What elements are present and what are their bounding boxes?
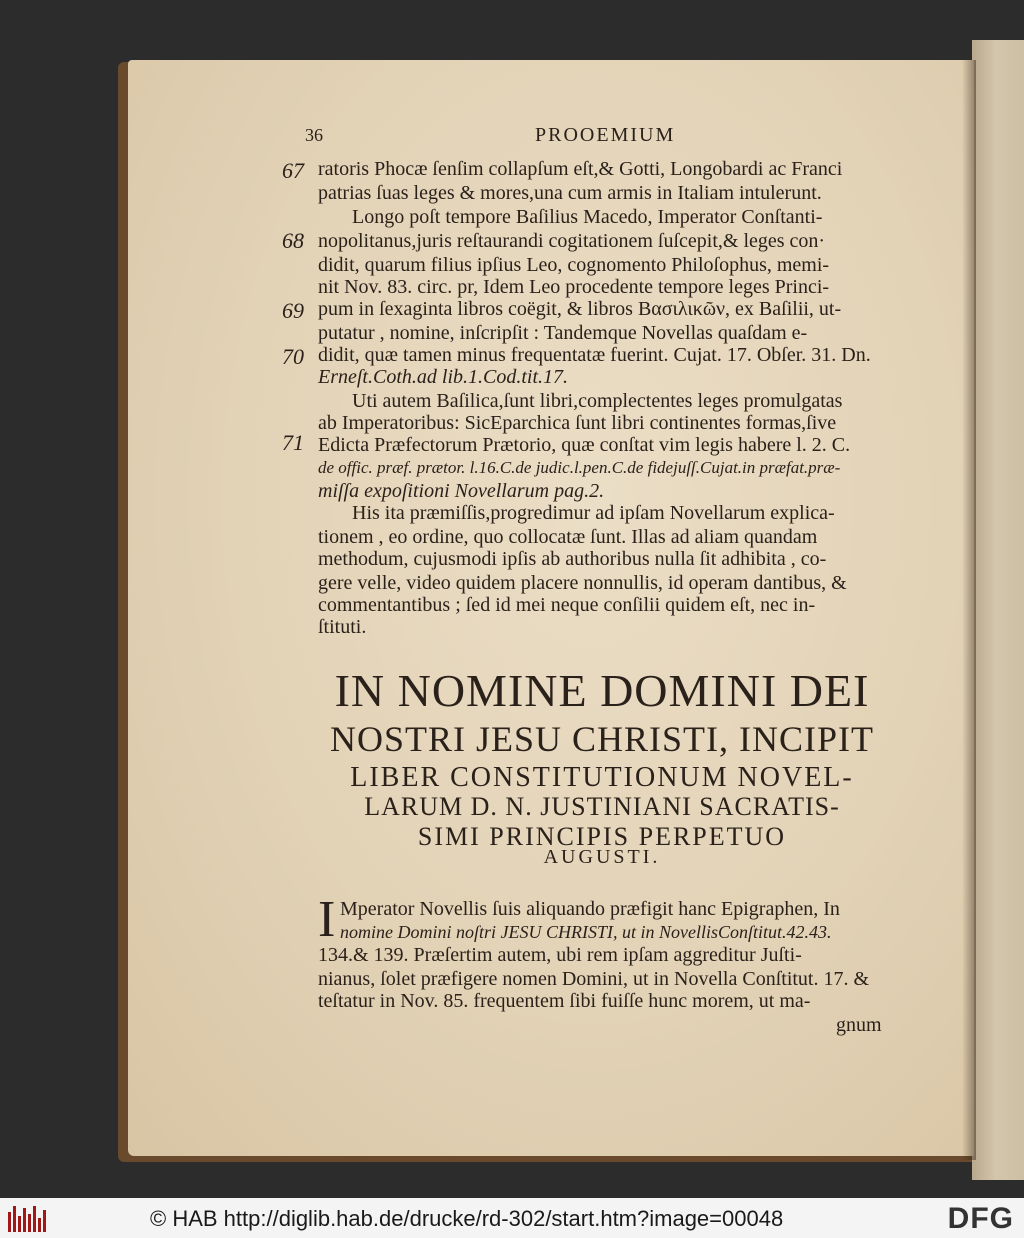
text-line: didit, quæ tamen minus frequentatæ fuerint. Cujat. 17. Obſer. 31. Dn. — [318, 344, 871, 366]
text-line: Uti autem Baſilica,ſunt libri,complectentes leges promulgatas — [352, 390, 843, 412]
text-line: ab Imperatoribus: SicEparchica ſunt libri continentes formas,ſive — [318, 412, 837, 434]
margin-number: 67 — [282, 158, 304, 183]
text-line: de offic. præf. prætor. l.16.C.de judic.l.pen.C.de fidejuſſ.Cujat.in præfat.præ- — [318, 458, 841, 477]
margin-number: 70 — [282, 344, 304, 369]
margin-number: 71 — [282, 430, 304, 455]
facing-page-edge — [972, 40, 1024, 1180]
running-title: PROOEMIUM — [535, 124, 676, 146]
chapter-heading-line: AUGUSTI. — [543, 846, 661, 868]
copyright-link[interactable]: © HAB http://diglib.hab.de/drucke/rd-302/start.htm?image=00048 — [150, 1206, 784, 1231]
text-line: miſſa expoſitioni Novellarum pag.2. — [318, 480, 605, 502]
text-line: putatur , nomine, inſcripſit : Tandemque Novellas quaſdam e- — [318, 322, 808, 344]
margin-number: 68 — [282, 228, 304, 253]
text-line: ſtituti. — [318, 616, 367, 638]
chapter-heading-line: IN NOMINE DOMINI DEI — [334, 665, 870, 716]
text-line: methodum, cujusmodi ipſis ab authoribus nulla ſit adhibita , co- — [318, 548, 827, 570]
chapter-heading-line: NOSTRI JESU CHRISTI, INCIPIT — [329, 719, 875, 759]
text-line: nopolitanus,juris reſtaurandi cogitationem ſuſcepit,& leges con· — [318, 230, 826, 252]
chapter-heading-line: LIBER CONSTITUTIONUM NOVEL- — [350, 762, 854, 793]
text-line: 134.& 139. Præſertim autem, ubi rem ipſam aggreditur Juſti- — [318, 944, 802, 966]
text-line: teſtatur in Nov. 85. frequentem ſibi fuiſſe hunc morem, ut ma- — [318, 990, 811, 1012]
text-line: tionem , eo ordine, quo collocatæ ſunt. Illas ad aliam quandam — [318, 526, 818, 548]
text-line: Erneſt.Coth.ad lib.1.Cod.tit.17. — [318, 366, 569, 388]
running-head — [305, 124, 885, 147]
text-line: Edicta Præfectorum Prætorio, quæ conſtat vim legis habere l. 2. C. — [318, 434, 851, 456]
text-line: patrias ſuas leges & mores,una cum armis in Italiam intulerunt. — [318, 182, 822, 204]
text-line: nit Nov. 83. circ. pr, Idem Leo procedente tempore leges Princi- — [318, 276, 830, 298]
text-line: Mperator Novellis ſuis aliquando præfigit hanc Epigraphen, In — [340, 898, 840, 920]
margin-number: 69 — [282, 298, 304, 323]
drop-cap: I — [318, 891, 336, 948]
text-line: nianus, ſolet præfigere nomen Domini, ut in Novella Conſtitut. 17. & — [318, 968, 870, 990]
text-line: didit, quarum filius ipſius Leo, cognomento Philoſophus, memi- — [318, 254, 830, 276]
chapter-heading-line: SIMI PRINCIPIS PERPETUO — [417, 822, 787, 851]
page-number: 36 — [305, 125, 323, 145]
text-line: pum in ſexaginta libros coëgit, & libros Βασιλικῶν, ex Baſilii, ut- — [318, 298, 842, 320]
text-line: commentantibus ; ſed id mei neque conſilii quidem eſt, nec in- — [318, 594, 816, 616]
dfg-logo: DFG — [947, 1202, 1014, 1235]
catchword: gnum — [836, 1014, 882, 1036]
text-line: ratoris Phocæ ſenſim collapſum eſt,& Gotti, Longobardi ac Franci — [318, 158, 843, 180]
text-line: gere velle, video quidem placere nonnullis, id operam dantibus, & — [318, 572, 847, 594]
page-gutter-shadow — [962, 60, 976, 1160]
hab-logo-icon — [8, 1204, 48, 1232]
text-line: Longo poſt tempore Baſilius Macedo, Imperator Conſtanti- — [352, 206, 823, 228]
text-line: His ita præmiſſis,progredimur ad ipſam Novellarum explica- — [352, 502, 835, 524]
viewer-footer — [0, 1198, 1024, 1238]
text-line: nomine Domini noſtri JESU CHRISTI, ut in NovellisConſtitut.42.43. — [340, 922, 832, 942]
chapter-heading-line: LARUM D. N. JUSTINIANI SACRATIS- — [364, 792, 840, 821]
